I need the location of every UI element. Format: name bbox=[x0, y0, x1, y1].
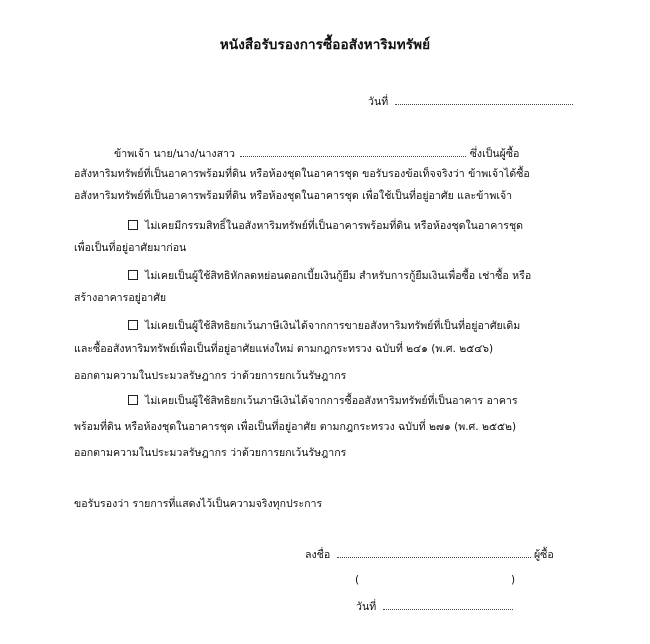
signature-date-field[interactable] bbox=[383, 599, 513, 610]
item-4-checkbox[interactable] bbox=[128, 395, 138, 405]
item-2-checkbox[interactable] bbox=[128, 270, 138, 280]
buyer-name-field[interactable] bbox=[240, 146, 466, 157]
close-paren: ) bbox=[511, 574, 516, 586]
item-3-checkbox[interactable] bbox=[128, 320, 138, 330]
buyer-label: ผู้ซื้อ bbox=[533, 549, 554, 561]
item-3-line-2: และซื้ออสังหาริมทรัพย์เพื่อเป็นที่อยู่อาศัยแห่งใหม่ ตามกฎกระทรวง ฉบับที่ ๒๔๑ (พ.ศ. ๒๕๔๖) bbox=[74, 343, 494, 355]
item-3-text-1: ไม่เคยเป็นผู้ใช้สิทธิยกเว้นภาษีเงินได้จากการขายอสังหาริมทรัพย์ที่เป็นที่อยู่อาศัยเดิม bbox=[145, 320, 521, 332]
intro-line-1 bbox=[114, 146, 519, 161]
signature-date-row bbox=[356, 599, 513, 614]
top-date-field[interactable] bbox=[395, 94, 573, 105]
certification-text: ขอรับรองว่า รายการที่แสดงไว้เป็นความจริงทุกประการ bbox=[74, 498, 323, 510]
signature-date-label: วันที่ bbox=[356, 601, 377, 613]
printed-name-field[interactable] bbox=[361, 573, 509, 587]
item-2-line-2: สร้างอาคารอยู่อาศัย bbox=[74, 292, 167, 304]
item-3-line-3: ออกตามความในประมวลรัษฎากร ว่าด้วยการยกเว้นรัษฎากร bbox=[74, 370, 347, 382]
signature-field[interactable] bbox=[337, 547, 531, 558]
item-4-line-2: พร้อมที่ดิน หรือห้องชุดในอาคารชุด เพื่อเป็นที่อยู่อาศัย ตามกฎกระทรวง ฉบับที่ ๒๗๑ (พ.ศ. ๒๕๕๒) bbox=[74, 421, 517, 433]
signature-row bbox=[305, 547, 554, 562]
item-2-line-1 bbox=[128, 269, 531, 283]
top-date-row bbox=[368, 94, 573, 109]
open-paren: ( bbox=[355, 574, 360, 586]
top-date-label: วันที่ bbox=[368, 96, 389, 108]
item-4-line-3: ออกตามความในประมวลรัษฎากร ว่าด้วยการยกเว้นรัษฎากร bbox=[74, 447, 347, 459]
item-1-line-1 bbox=[128, 219, 523, 233]
item-4-line-1 bbox=[128, 394, 518, 408]
sign-label: ลงชื่อ bbox=[305, 549, 331, 561]
item-1-text-1: ไม่เคยมีกรรมสิทธิ์ในอสังหาริมทรัพย์ที่เป็นอาคารพร้อมที่ดิน หรือห้องชุดในอาคารชุด bbox=[145, 220, 524, 232]
intro-prefix: ข้าพเจ้า นาย/นาง/นางสาว bbox=[114, 148, 235, 160]
intro-suffix: ซึ่งเป็นผู้ซื้อ bbox=[469, 148, 520, 160]
item-1-checkbox[interactable] bbox=[128, 220, 138, 230]
item-1-line-2: เพื่อเป็นที่อยู่อาศัยมาก่อน bbox=[74, 242, 187, 254]
item-3-line-1 bbox=[128, 319, 520, 333]
intro-line-2: อสังหาริมทรัพย์ที่เป็นอาคารพร้อมที่ดิน หรือห้องชุดในอาคารชุด ขอรับรองข้อเท็จจริงว่า ข้าพเจ้าได้ซื้อ bbox=[74, 168, 530, 180]
item-4-text-1: ไม่เคยเป็นผู้ใช้สิทธิยกเว้นภาษีเงินได้จากการซื้ออสังหาริมทรัพย์ที่เป็นอาคาร อาคาร bbox=[145, 395, 518, 407]
item-2-text-1: ไม่เคยเป็นผู้ใช้สิทธิหักลดหย่อนดอกเบี้ยเงินกู้ยืม สำหรับการกู้ยืมเงินเพื่อซื้อ เช่าซื้อ หรือ bbox=[145, 270, 532, 282]
document-title: หนังสือรับรองการซื้ออสังหาริมทรัพย์ bbox=[219, 37, 431, 53]
intro-line-3: อสังหาริมทรัพย์ที่เป็นอาคารพร้อมที่ดิน หรือห้องชุดในอาคารชุด เพื่อใช้เป็นที่อยู่อาศัย และข้าพเจ้า bbox=[74, 190, 513, 202]
